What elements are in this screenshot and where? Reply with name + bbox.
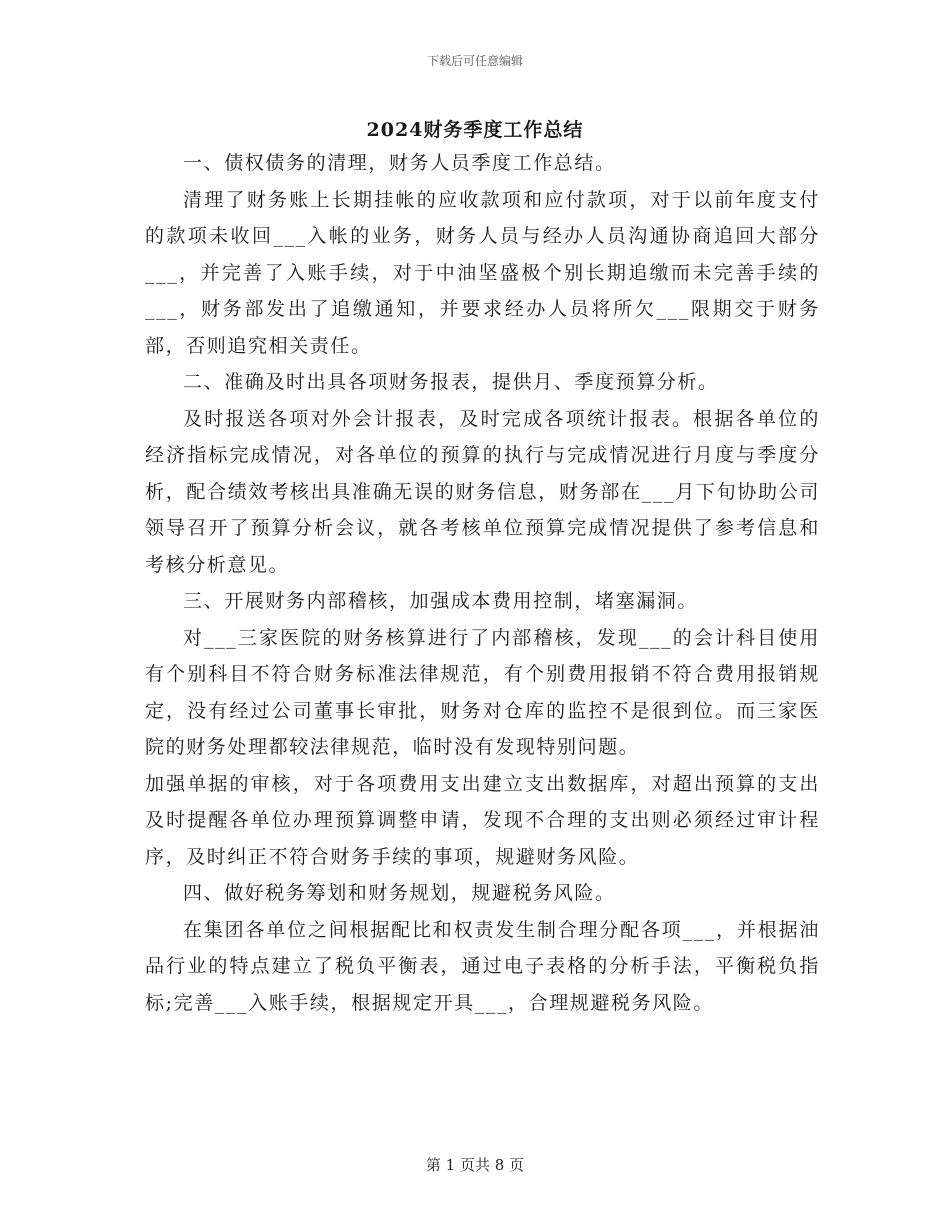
header-note: 下载后可任意编辑	[426, 54, 523, 68]
section-heading-3: 三、开展财务内部稽核，加强成本费用控制，堵塞漏洞。	[183, 590, 699, 612]
page-number: 第 1 页共 8 页	[425, 1156, 525, 1174]
body-paragraph: 对___三家医院的财务核算进行了内部稽核，发现___的会计科目使用有个别科目不符合财务标准法律规范，有个别费用报销不符合费用报销规定，没有经过公司董事长审批，财务对仓库的监控不是很到位。而三家医院的财务处理都较法律规范，临时没有发现特别问题。	[145, 626, 820, 758]
section-heading-2: 二、准确及时出具各项财务报表，提供月、季度预算分析。	[183, 371, 719, 393]
document-body	[145, 145, 820, 1021]
body-paragraph: 加强单据的审核，对于各项费用支出建立支出数据库，对超出预算的支出及时提醒各单位办理预算调整申请，发现不合理的支出则必须经过审计程序，及时纠正不符合财务手续的事项，规避财务风险。	[145, 772, 820, 868]
section-heading-4: 四、做好税务筹划和财务规划，规避税务风险。	[183, 882, 616, 904]
body-paragraph: 清理了财务账上长期挂帐的应收款项和应付款项，对于以前年度支付的款项未收回___入帐的业务，财务人员与经办人员沟通协商追回大部分___，并完善了入账手续，对于中油坚盛极个别长期追缴而未完善手续的___，财务部发出了追缴通知，并要求经办人员将所欠___限期交于财务部，否则追究相关责任。	[145, 188, 820, 357]
body-paragraph: 在集团各单位之间根据配比和权责发生制合理分配各项___，并根据油品行业的特点建立了税负平衡表，通过电子表格的分析手法，平衡税负指标;完善___入账手续，根据规定开具___，合理规避税务风险。	[145, 918, 820, 1014]
section-heading-1: 一、债权债务的清理，财务人员季度工作总结。	[183, 152, 616, 174]
document-title: 2024财务季度工作总结	[366, 119, 584, 141]
body-paragraph: 及时报送各项对外会计报表，及时完成各项统计报表。根据各单位的经济指标完成情况，对各单位的预算的执行与完成情况进行月度与季度分析，配合绩效考核出具准确无误的财务信息，财务部在___月下旬协助公司领导召开了预算分析会议，就各考核单位预算完成情况提供了参考信息和考核分析意见。	[145, 407, 820, 576]
